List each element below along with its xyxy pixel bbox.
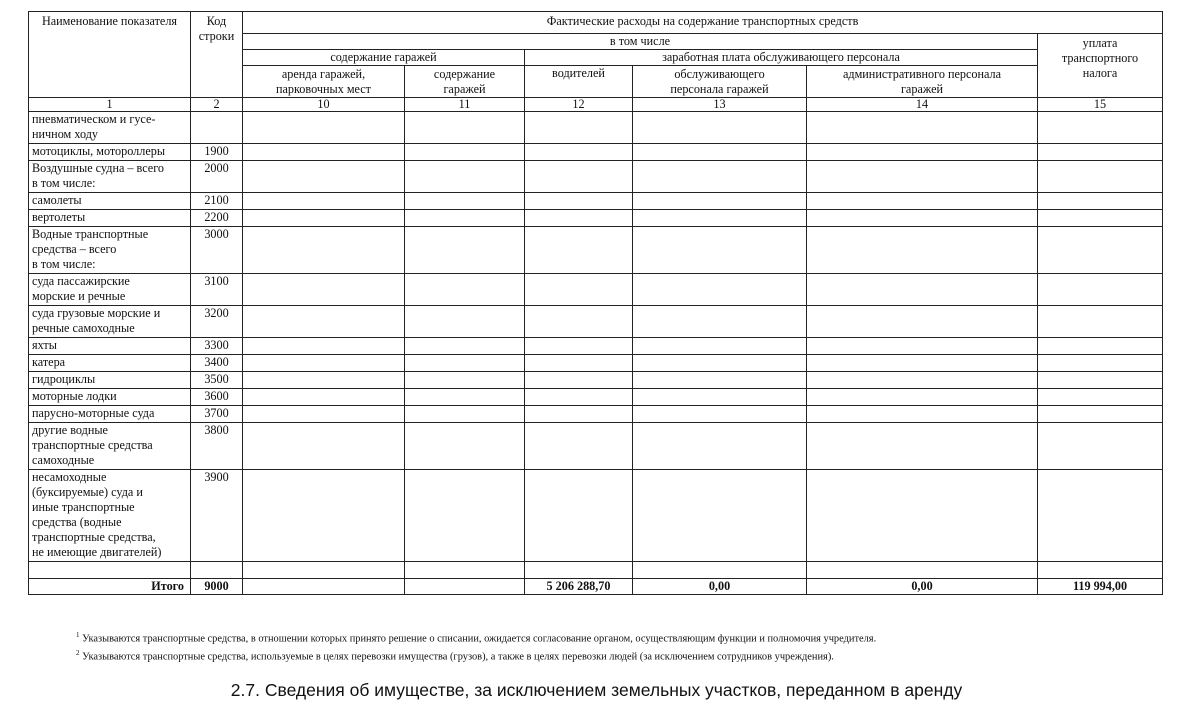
row-value-cell: [525, 227, 633, 274]
footnote: [76, 628, 876, 646]
row-value-cell: [405, 355, 525, 372]
row-value-cell: [633, 406, 807, 423]
footnote-text: Указываются транспортные средства, используемые в целях перевозки имущества (грузов), а также в целях перевозки людей (за исключением сотрудников учреждения).: [79, 651, 834, 663]
row-value-cell: [405, 562, 525, 579]
row-value-cell: [807, 562, 1038, 579]
row-code: [191, 112, 243, 144]
column-number: 14: [807, 98, 1038, 112]
header-col13: обслуживающего персонала гаражей: [633, 66, 807, 98]
row-name: катера: [29, 355, 191, 372]
row-value-cell: [525, 423, 633, 470]
row-value-cell: [633, 562, 807, 579]
row-value-cell: [633, 470, 807, 562]
total-col12: 5 206 288,70: [525, 579, 633, 595]
row-value-cell: [633, 423, 807, 470]
row-value-cell: [525, 389, 633, 406]
row-code: [191, 562, 243, 579]
row-value-cell: [243, 144, 405, 161]
row-value-cell: [243, 372, 405, 389]
row-code: 3700: [191, 406, 243, 423]
row-value-cell: [243, 274, 405, 306]
table-row: [29, 112, 1163, 144]
footnote-mark: 1: [76, 631, 80, 639]
table-row: [29, 562, 1163, 579]
row-code: 3200: [191, 306, 243, 338]
row-code: 2000: [191, 161, 243, 193]
row-value-cell: [243, 193, 405, 210]
row-value-cell: [405, 338, 525, 355]
column-number: 13: [633, 98, 807, 112]
row-value-cell: [633, 227, 807, 274]
row-value-cell: [807, 355, 1038, 372]
table-row: [29, 470, 1163, 562]
row-value-cell: [525, 112, 633, 144]
row-value-cell: [633, 306, 807, 338]
row-value-cell: [633, 389, 807, 406]
row-value-cell: [1038, 338, 1163, 355]
row-value-cell: [243, 161, 405, 193]
table-body: [29, 112, 1163, 579]
total-code: 9000: [191, 579, 243, 595]
row-value-cell: [1038, 406, 1163, 423]
row-name: суда грузовые морские и речные самоходные: [29, 306, 191, 338]
row-value-cell: [1038, 306, 1163, 338]
row-value-cell: [243, 112, 405, 144]
row-name: моторные лодки: [29, 389, 191, 406]
row-code: 3600: [191, 389, 243, 406]
row-value-cell: [405, 274, 525, 306]
row-value-cell: [405, 144, 525, 161]
row-value-cell: [1038, 562, 1163, 579]
column-number: 15: [1038, 98, 1163, 112]
total-col14: 0,00: [807, 579, 1038, 595]
row-value-cell: [243, 355, 405, 372]
row-name: вертолеты: [29, 210, 191, 227]
total-col15: 119 994,00: [1038, 579, 1163, 595]
total-label: Итого: [29, 579, 191, 595]
transport-expenses-table: [28, 11, 1163, 595]
column-number: 10: [243, 98, 405, 112]
row-value-cell: [633, 161, 807, 193]
row-value-cell: [633, 338, 807, 355]
row-code: 3500: [191, 372, 243, 389]
row-name: другие водные транспортные средства самоходные: [29, 423, 191, 470]
row-value-cell: [243, 227, 405, 274]
row-value-cell: [525, 306, 633, 338]
row-value-cell: [243, 562, 405, 579]
table-row: [29, 423, 1163, 470]
row-value-cell: [807, 470, 1038, 562]
row-value-cell: [525, 406, 633, 423]
row-value-cell: [807, 161, 1038, 193]
footnote: [76, 646, 876, 664]
row-value-cell: [405, 372, 525, 389]
row-value-cell: [1038, 470, 1163, 562]
row-value-cell: [1038, 144, 1163, 161]
row-code: 2200: [191, 210, 243, 227]
row-value-cell: [525, 562, 633, 579]
row-value-cell: [807, 423, 1038, 470]
table-row: [29, 355, 1163, 372]
row-value-cell: [243, 306, 405, 338]
row-value-cell: [1038, 161, 1163, 193]
row-value-cell: [243, 406, 405, 423]
header-garage-maintenance: содержание гаражей: [243, 50, 525, 66]
row-value-cell: [1038, 210, 1163, 227]
row-value-cell: [525, 274, 633, 306]
header-actual-expenses: Фактические расходы на содержание транспортных средств: [243, 12, 1163, 34]
header-name: Наименование показателя: [29, 12, 191, 98]
row-value-cell: [807, 372, 1038, 389]
row-value-cell: [405, 227, 525, 274]
row-code: 3400: [191, 355, 243, 372]
row-value-cell: [807, 227, 1038, 274]
row-value-cell: [525, 338, 633, 355]
row-value-cell: [633, 355, 807, 372]
column-number: 2: [191, 98, 243, 112]
row-value-cell: [807, 338, 1038, 355]
header-in-that: в том числе: [243, 34, 1038, 50]
section-heading: 2.7. Сведения об имуществе, за исключением земельных участков, переданном в аренду: [230, 680, 963, 700]
row-value-cell: [633, 274, 807, 306]
row-value-cell: [1038, 274, 1163, 306]
row-value-cell: [1038, 355, 1163, 372]
row-value-cell: [807, 144, 1038, 161]
row-value-cell: [633, 193, 807, 210]
table-row: [29, 193, 1163, 210]
row-value-cell: [243, 423, 405, 470]
row-value-cell: [525, 355, 633, 372]
column-number-row: [29, 98, 1163, 112]
row-value-cell: [1038, 372, 1163, 389]
row-code: 3100: [191, 274, 243, 306]
table-row: [29, 389, 1163, 406]
row-value-cell: [405, 423, 525, 470]
row-value-cell: [633, 372, 807, 389]
row-value-cell: [633, 210, 807, 227]
header-code: Код строки: [191, 12, 243, 98]
row-value-cell: [1038, 227, 1163, 274]
row-value-cell: [405, 161, 525, 193]
row-code: 2100: [191, 193, 243, 210]
table-row: [29, 406, 1163, 423]
row-value-cell: [633, 112, 807, 144]
row-value-cell: [525, 470, 633, 562]
row-value-cell: [525, 193, 633, 210]
table-row: [29, 274, 1163, 306]
row-value-cell: [243, 470, 405, 562]
header-col11: содержание гаражей: [405, 66, 525, 98]
total-row: [29, 579, 1163, 595]
header-col14: административного персонала гаражей: [807, 66, 1038, 98]
total-col13: 0,00: [633, 579, 807, 595]
table-row: [29, 144, 1163, 161]
table-row: [29, 306, 1163, 338]
header-col10: аренда гаражей, парковочных мест: [243, 66, 405, 98]
column-number: 11: [405, 98, 525, 112]
row-name: гидроциклы: [29, 372, 191, 389]
row-value-cell: [633, 144, 807, 161]
row-value-cell: [525, 144, 633, 161]
row-name: яхты: [29, 338, 191, 355]
row-value-cell: [1038, 193, 1163, 210]
header-staff-salary: заработная плата обслуживающего персонала: [525, 50, 1038, 66]
footnote-text: Указываются транспортные средства, в отношении которых принято решение о списании, ожидается согласование органом, осуществляющим функции и полномочия учредителя.: [79, 633, 877, 645]
row-value-cell: [243, 389, 405, 406]
row-value-cell: [405, 306, 525, 338]
footnote-mark: 2: [76, 649, 80, 658]
row-value-cell: [405, 112, 525, 144]
row-value-cell: [405, 389, 525, 406]
total-col10: [243, 579, 405, 595]
row-name: Воздушные судна – всего в том числе:: [29, 161, 191, 193]
column-number: 1: [29, 98, 191, 112]
row-value-cell: [405, 406, 525, 423]
row-value-cell: [405, 470, 525, 562]
row-value-cell: [405, 193, 525, 210]
row-value-cell: [243, 338, 405, 355]
row-name: Водные транспортные средства – всего в том числе:: [29, 227, 191, 274]
footnotes: [76, 628, 876, 665]
row-name: суда пассажирские морские и речные: [29, 274, 191, 306]
row-value-cell: [1038, 389, 1163, 406]
row-value-cell: [807, 406, 1038, 423]
row-name: мотоциклы, мотороллеры: [29, 144, 191, 161]
row-name: несамоходные (буксируемые) суда и иные транспортные средства (водные транспортные средства, не имеющие двигателей): [29, 470, 191, 562]
row-value-cell: [1038, 112, 1163, 144]
row-code: 3300: [191, 338, 243, 355]
row-value-cell: [807, 274, 1038, 306]
header-tax: уплата транспортного налога: [1038, 34, 1163, 98]
row-name: самолеты: [29, 193, 191, 210]
row-code: 3800: [191, 423, 243, 470]
row-value-cell: [807, 210, 1038, 227]
table-row: [29, 372, 1163, 389]
row-value-cell: [525, 210, 633, 227]
row-code: 1900: [191, 144, 243, 161]
row-value-cell: [807, 389, 1038, 406]
row-name: [29, 562, 191, 579]
row-value-cell: [807, 112, 1038, 144]
table-row: [29, 227, 1163, 274]
total-col11: [405, 579, 525, 595]
row-value-cell: [405, 210, 525, 227]
row-value-cell: [525, 372, 633, 389]
table-row: [29, 161, 1163, 193]
row-value-cell: [525, 161, 633, 193]
row-value-cell: [1038, 423, 1163, 470]
column-number: 12: [525, 98, 633, 112]
row-value-cell: [807, 306, 1038, 338]
row-value-cell: [807, 193, 1038, 210]
row-name: парусно-моторные суда: [29, 406, 191, 423]
table-row: [29, 210, 1163, 227]
row-code: 3900: [191, 470, 243, 562]
row-code: 3000: [191, 227, 243, 274]
row-value-cell: [243, 210, 405, 227]
table-row: [29, 338, 1163, 355]
header-col12: водителей: [525, 66, 633, 98]
row-name: пневматическом и гусе- ничном ходу: [29, 112, 191, 144]
